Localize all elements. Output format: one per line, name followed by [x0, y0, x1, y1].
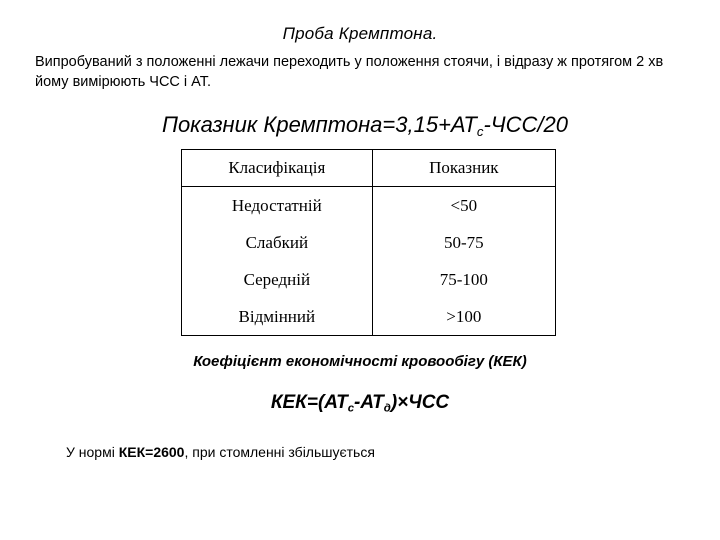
table-cell-value: 50-75: [372, 224, 555, 261]
kek-formula-sub1: с: [347, 402, 355, 415]
table-cell-value: >100: [372, 298, 555, 336]
crampton-formula-prefix: Показник Кремптона=3,15+АТ: [162, 112, 477, 137]
table-header-classification: Класифікація: [182, 150, 373, 187]
norm-suffix: , при стомленні збільшується: [184, 444, 375, 460]
table-cell-classification: Середній: [182, 261, 373, 298]
table-header-value: Показник: [372, 150, 555, 187]
kek-formula-part3: )×ЧСС: [390, 392, 450, 413]
kek-formula-part1: КЕК=(АТ: [270, 392, 348, 413]
table-row: [182, 187, 556, 225]
table-cell-value: 75-100: [372, 261, 555, 298]
crampton-formula-sub: с: [476, 123, 484, 139]
kek-formula: [0, 392, 720, 414]
page-title: Проба Кремптона.: [282, 24, 438, 43]
crampton-formula-suffix: -ЧСС/20: [483, 112, 568, 137]
table-cell-classification: Слабкий: [182, 224, 373, 261]
table-header-row: [182, 150, 556, 187]
table-cell-value: <50: [372, 187, 555, 225]
classification-table: [181, 149, 556, 336]
table-cell-classification: Відмінний: [182, 298, 373, 336]
kek-formula-part2: -АТ: [354, 392, 384, 413]
table-row: [182, 261, 556, 298]
table-cell-classification: Недостатній: [182, 187, 373, 225]
norm-value: КЕК=2600: [118, 444, 185, 460]
kek-formula-sub2: д: [383, 402, 391, 415]
table-row: [182, 224, 556, 261]
intro-paragraph: Випробуваний з положенні лежачи переходить у положення стоячи, і відразу ж протягом 2 хв йому вимірюють ЧСС і АТ.: [35, 54, 664, 90]
table-row: [182, 298, 556, 336]
kek-heading: Коефіцієнт економічності кровообігу (КЕК): [193, 353, 527, 370]
norm-prefix: У нормі: [66, 444, 119, 460]
norm-note: [66, 444, 375, 460]
crampton-formula: [162, 112, 568, 139]
